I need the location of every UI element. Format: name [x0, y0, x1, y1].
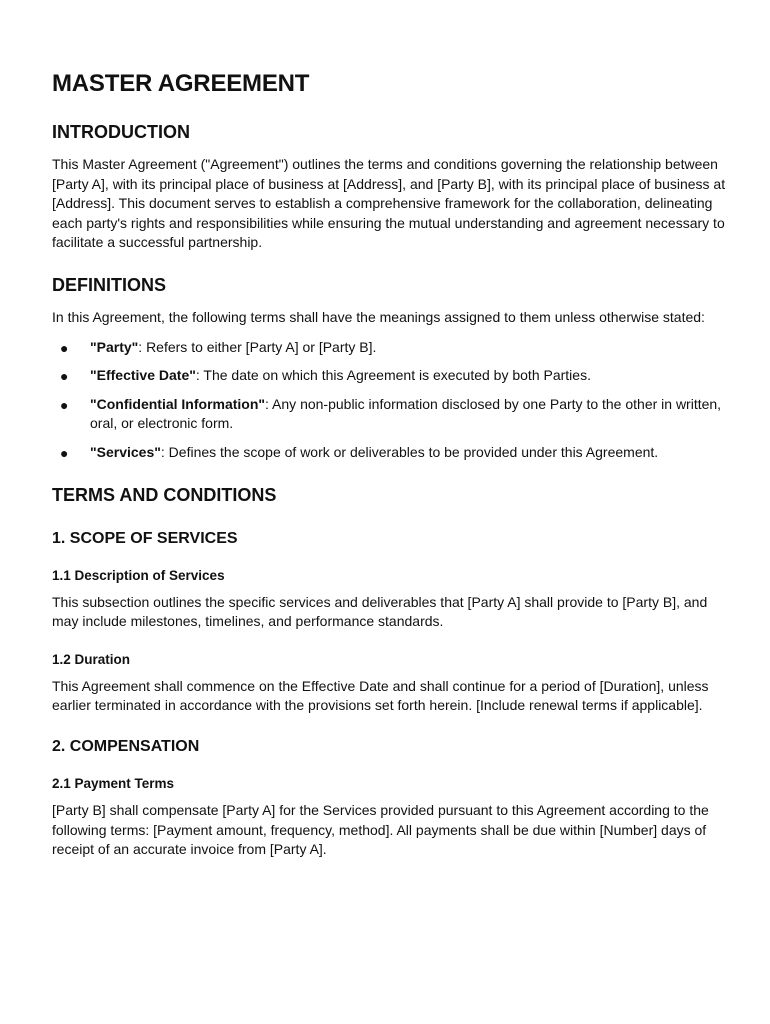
definition-term: "Confidential Information"	[90, 395, 266, 412]
payment-terms-text: [Party B] shall compensate [Party A] for the Services provided pursuant to this Agreement according to the following terms: [Payment amount, frequency, method]. All payments shall be due within [Number] days of receipt of an accurate invoice from [Party A].	[52, 801, 709, 858]
terms-heading: TERMS AND CONDITIONS	[52, 484, 277, 505]
definition-term: "Services"	[90, 443, 161, 460]
duration-heading: 1.2 Duration	[52, 651, 131, 667]
introduction-text: This Master Agreement ("Agreement") outlines the terms and conditions governing the relationship between [Party A], with its principal place of business at [Address], and [Party B], with its principal place of business at [Address]. This document serves to establish a comprehensive framework for the collaboration, delineating each party's rights and responsibilities while ensuring the mutual understanding and agreement necessary to facilitate a successful partnership.	[52, 156, 726, 251]
introduction-heading: INTRODUCTION	[52, 122, 190, 142]
duration-text: This Agreement shall commence on the Effective Date and shall continue for a period of [Duration], unless earlier terminated in accordance with the provisions set forth herein. [Include renewal terms if applicable].	[52, 677, 709, 714]
definitions-list	[52, 338, 730, 463]
document-title: MASTER AGREEMENT	[52, 70, 310, 97]
definition-term: "Effective Date"	[90, 367, 196, 384]
definition-text: : Refers to either [Party A] or [Party B].	[138, 338, 377, 355]
bullet-icon: ●	[60, 339, 69, 356]
definition-text: : Any non-public information disclosed by one Party to the other in written, oral, or electronic form.	[90, 395, 722, 432]
bullet-icon: ●	[60, 444, 69, 461]
definitions-heading: DEFINITIONS	[52, 274, 167, 295]
bullet-icon: ●	[60, 368, 69, 385]
definition-item	[52, 443, 730, 463]
compensation-heading: 2. COMPENSATION	[52, 737, 200, 755]
definition-text: : Defines the scope of work or deliverables to be provided under this Agreement.	[160, 443, 659, 460]
definition-item	[52, 366, 730, 386]
scope-heading: 1. SCOPE OF SERVICES	[52, 529, 238, 547]
description-text: This subsection outlines the specific services and deliverables that [Party A] shall provide to [Party B], and may include milestones, timelines, and performance standards.	[52, 593, 708, 630]
bullet-icon: ●	[60, 396, 69, 413]
definition-item	[52, 395, 730, 434]
payment-terms-heading: 2.1 Payment Terms	[52, 775, 175, 791]
definitions-intro: In this Agreement, the following terms shall have the meanings assigned to them unless otherwise stated:	[52, 308, 705, 325]
definition-item	[52, 338, 730, 358]
definition-text: : The date on which this Agreement is executed by both Parties.	[195, 367, 591, 384]
definition-term: "Party"	[90, 338, 139, 355]
description-heading: 1.1 Description of Services	[52, 567, 225, 583]
